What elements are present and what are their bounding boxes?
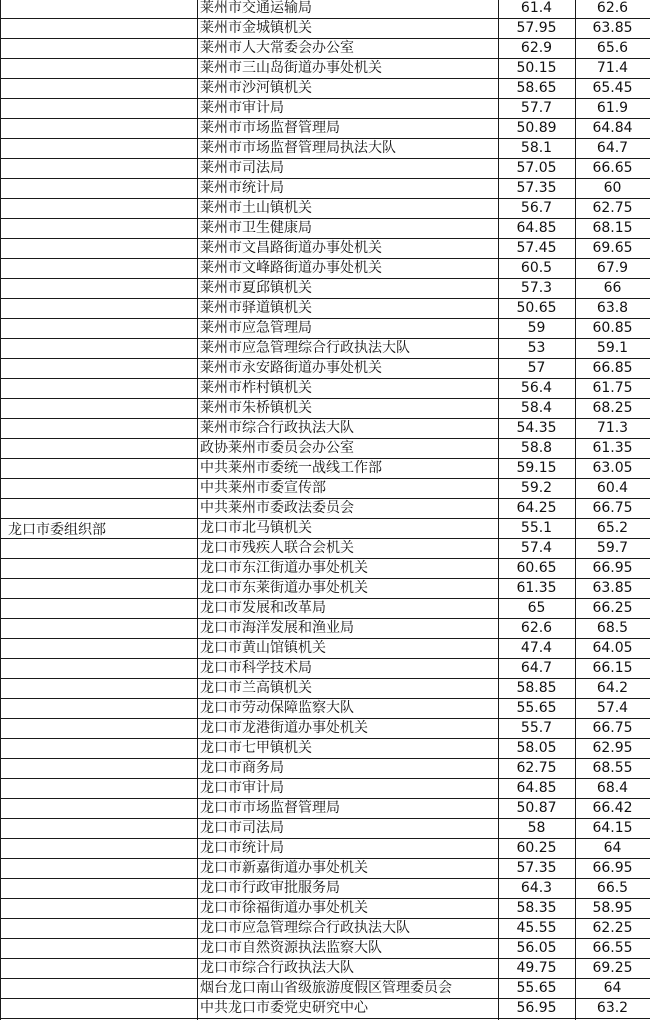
unit-name-cell[interactable]: 龙口市综合行政执法大队 [200,960,354,976]
unit-name-cell[interactable]: 龙口市龙港街道办事处机关 [200,720,368,736]
score-1-cell[interactable]: 54.35 [516,420,557,436]
group-cell-longkou[interactable]: 龙口市委组织部 [8,522,106,538]
score-1-cell[interactable]: 55.7 [520,720,553,736]
score-1-cell[interactable]: 62.75 [516,760,557,776]
table-row [0,219,650,239]
score-2-cell[interactable]: 62.6 [596,0,629,16]
score-2-cell[interactable]: 61.75 [592,380,633,396]
unit-name-cell[interactable]: 中共莱州市委宣传部 [200,480,326,496]
table-row [0,319,650,339]
score-2-cell[interactable]: 63.05 [592,460,633,476]
score-1-cell[interactable]: 57.35 [516,860,557,876]
score-1-cell[interactable]: 58.1 [520,140,553,156]
unit-name-cell[interactable]: 莱州市永安路街道办事处机关 [200,360,382,376]
unit-name-cell[interactable]: 龙口市兰高镇机关 [200,680,312,696]
score-2-cell[interactable]: 59.1 [596,340,629,356]
score-2-cell[interactable]: 60.4 [596,480,629,496]
table-row [0,0,650,19]
score-2-cell[interactable]: 65.45 [592,80,633,96]
score-2-cell[interactable]: 64.05 [592,640,633,656]
score-2-cell[interactable]: 59.7 [596,540,629,556]
table-row [0,379,650,399]
unit-name-cell[interactable]: 莱州市市场监督管理局 [200,120,340,136]
score-1-cell[interactable]: 64.85 [516,220,557,236]
unit-name-cell[interactable]: 龙口市海洋发展和渔业局 [200,620,354,636]
table-row [0,699,650,719]
table-row [0,419,650,439]
score-1-cell[interactable]: 65 [527,600,546,616]
score-1-cell[interactable]: 57.35 [516,180,557,196]
unit-name-cell[interactable]: 莱州市文峰路街道办事处机关 [200,260,382,276]
unit-name-cell[interactable]: 莱州市三山岛街道办事处机关 [200,60,382,76]
score-1-cell[interactable]: 58.8 [520,440,553,456]
table-row [0,599,650,619]
score-2-cell[interactable]: 64.7 [596,140,629,156]
table-row [0,559,650,579]
table-row [0,79,650,99]
score-1-cell[interactable]: 50.15 [516,60,557,76]
table-row [0,819,650,839]
score-1-cell[interactable]: 64.85 [516,780,557,796]
unit-name-cell[interactable]: 龙口市司法局 [200,820,284,836]
unit-name-cell[interactable]: 政协莱州市委员会办公室 [200,440,354,456]
unit-name-cell[interactable]: 中共莱州市委政法委员会 [200,500,354,516]
score-2-cell[interactable]: 66.5 [596,880,629,896]
score-2-cell[interactable]: 64.2 [596,680,629,696]
score-1-cell[interactable]: 57 [527,360,546,376]
score-1-cell[interactable]: 50.87 [516,800,557,816]
score-1-cell[interactable]: 50.65 [516,300,557,316]
unit-name-cell[interactable]: 莱州市土山镇机关 [200,200,312,216]
unit-name-cell[interactable]: 莱州市柞村镇机关 [200,380,312,396]
unit-name-cell[interactable]: 龙口市应急管理综合行政执法大队 [200,920,410,936]
unit-name-cell[interactable]: 龙口市科学技术局 [200,660,312,676]
unit-name-cell[interactable]: 龙口市北马镇机关 [200,520,312,536]
unit-name-cell[interactable]: 莱州市统计局 [200,180,284,196]
table-row [0,879,650,899]
unit-name-cell[interactable]: 中共龙口市委党史研究中心 [200,1000,368,1016]
score-2-cell[interactable]: 66.85 [592,360,633,376]
score-1-cell[interactable]: 58.05 [516,740,557,756]
unit-name-cell[interactable]: 龙口市市场监督管理局 [200,800,340,816]
score-2-cell[interactable]: 66.75 [592,720,633,736]
table-row [0,639,650,659]
unit-name-cell[interactable]: 莱州市司法局 [200,160,284,176]
unit-name-cell[interactable]: 龙口市劳动保障监察大队 [200,700,354,716]
score-1-cell[interactable]: 57.3 [520,280,553,296]
score-2-cell[interactable]: 65.2 [596,520,629,536]
table-row [0,759,650,779]
score-1-cell[interactable]: 45.55 [516,920,557,936]
score-2-cell[interactable]: 57.4 [596,700,629,716]
score-1-cell[interactable]: 62.9 [520,40,553,56]
score-2-cell[interactable]: 61.9 [596,100,629,116]
score-1-cell[interactable]: 61.35 [516,580,557,596]
score-1-cell[interactable]: 64.25 [516,500,557,516]
score-1-cell[interactable]: 58.85 [516,680,557,696]
table-row [0,339,650,359]
table-row [0,99,650,119]
unit-name-cell[interactable]: 莱州市驿道镇机关 [200,300,312,316]
table-row [0,979,650,999]
score-2-cell[interactable]: 62.75 [592,200,633,216]
unit-name-cell[interactable]: 龙口市审计局 [200,780,284,796]
score-2-cell[interactable]: 69.65 [592,240,633,256]
table-row [0,399,650,419]
table-row [0,999,650,1019]
score-2-cell[interactable]: 66.95 [592,860,633,876]
table-row [0,959,650,979]
table-row [0,199,650,219]
score-2-cell[interactable]: 68.4 [596,780,629,796]
unit-name-cell[interactable]: 龙口市行政审批服务局 [200,880,340,896]
unit-name-cell[interactable]: 龙口市商务局 [200,760,284,776]
score-2-cell[interactable]: 71.4 [596,60,629,76]
table-row [0,19,650,39]
unit-name-cell[interactable]: 中共莱州市委统一战线工作部 [200,460,382,476]
unit-name-cell[interactable]: 烟台龙口南山省级旅游度假区管理委员会 [200,980,452,996]
score-2-cell[interactable]: 60 [603,180,622,196]
score-2-cell[interactable]: 58.95 [592,900,633,916]
table-row [0,619,650,639]
score-2-cell[interactable]: 68.55 [592,760,633,776]
table-row [0,279,650,299]
score-1-cell[interactable]: 56.4 [520,380,553,396]
score-1-cell[interactable]: 56.95 [516,1000,557,1016]
score-1-cell[interactable]: 57.95 [516,20,557,36]
score-1-cell[interactable]: 61.4 [520,0,553,16]
score-2-cell[interactable]: 71.3 [596,420,629,436]
table-row [0,179,650,199]
table-row [0,859,650,879]
score-1-cell[interactable]: 64.7 [520,660,553,676]
unit-name-cell[interactable]: 龙口市黄山馆镇机关 [200,640,326,656]
unit-name-cell[interactable]: 龙口市发展和改革局 [200,600,326,616]
unit-name-cell[interactable]: 龙口市徐福街道办事处机关 [200,900,368,916]
unit-name-cell[interactable]: 莱州市朱桥镇机关 [200,400,312,416]
table-row [0,739,650,759]
score-2-cell[interactable]: 68.5 [596,620,629,636]
unit-name-cell[interactable]: 龙口市统计局 [200,840,284,856]
unit-name-cell[interactable]: 莱州市沙河镇机关 [200,80,312,96]
score-2-cell[interactable]: 66.95 [592,560,633,576]
score-2-cell[interactable]: 67.9 [596,260,629,276]
score-2-cell[interactable]: 64 [603,980,622,996]
score-1-cell[interactable]: 60.25 [516,840,557,856]
unit-name-cell[interactable]: 莱州市市场监督管理局执法大队 [200,140,396,156]
score-1-cell[interactable]: 60.5 [520,260,553,276]
table-row [0,679,650,699]
table-row [0,239,650,259]
score-2-cell[interactable]: 66.65 [592,160,633,176]
score-2-cell[interactable]: 63.8 [596,300,629,316]
score-2-cell[interactable]: 63.85 [592,580,633,596]
score-1-cell[interactable]: 64.3 [520,880,553,896]
score-2-cell[interactable]: 68.25 [592,400,633,416]
unit-name-cell[interactable]: 莱州市金城镇机关 [200,20,312,36]
table-row [0,659,650,679]
score-1-cell[interactable]: 59.2 [520,480,553,496]
score-1-cell[interactable]: 57.4 [520,540,553,556]
unit-name-cell[interactable]: 龙口市残疾人联合会机关 [200,540,354,556]
score-1-cell[interactable]: 55.65 [516,980,557,996]
score-1-cell[interactable]: 49.75 [516,960,557,976]
score-2-cell[interactable]: 60.85 [592,320,633,336]
table-row [0,259,650,279]
unit-name-cell[interactable]: 莱州市应急管理综合行政执法大队 [200,340,410,356]
unit-name-cell[interactable]: 莱州市人大常委会办公室 [200,40,354,56]
score-2-cell[interactable]: 64.84 [592,120,633,136]
score-1-cell[interactable]: 56.7 [520,200,553,216]
score-2-cell[interactable]: 66.25 [592,600,633,616]
table-row [0,299,650,319]
score-1-cell[interactable]: 58.35 [516,900,557,916]
score-1-cell[interactable]: 59 [527,320,546,336]
score-1-cell[interactable]: 47.4 [520,640,553,656]
score-2-cell[interactable]: 62.95 [592,740,633,756]
score-2-cell[interactable]: 66.55 [592,940,633,956]
table-row [0,799,650,819]
score-1-cell[interactable]: 55.65 [516,700,557,716]
table-row [0,459,650,479]
score-2-cell[interactable]: 66.75 [592,500,633,516]
table-row [0,159,650,179]
unit-name-cell[interactable]: 龙口市东莱街道办事处机关 [200,580,368,596]
score-1-cell[interactable]: 59.15 [516,460,557,476]
score-2-cell[interactable]: 64 [603,840,622,856]
score-2-cell[interactable]: 66 [603,280,622,296]
score-2-cell[interactable]: 61.35 [592,440,633,456]
score-2-cell[interactable]: 63.85 [592,20,633,36]
score-2-cell[interactable]: 64.15 [592,820,633,836]
score-2-cell[interactable]: 66.15 [592,660,633,676]
table-row [0,519,650,539]
unit-name-cell[interactable]: 莱州市夏邱镇机关 [200,280,312,296]
table-row [0,579,650,599]
score-1-cell[interactable]: 55.1 [520,520,553,536]
score-2-cell[interactable]: 65.6 [596,40,629,56]
table-row [0,39,650,59]
score-2-cell[interactable]: 63.2 [596,1000,629,1016]
table-row [0,539,650,559]
table-row [0,499,650,519]
unit-name-cell[interactable]: 龙口市东江街道办事处机关 [200,560,368,576]
score-2-cell[interactable]: 66.42 [592,800,633,816]
score-2-cell[interactable]: 62.25 [592,920,633,936]
table-row [0,479,650,499]
unit-name-cell[interactable]: 龙口市自然资源执法监察大队 [200,940,382,956]
table-row [0,779,650,799]
score-1-cell[interactable]: 58 [527,820,546,836]
table-row [0,139,650,159]
table-row [0,919,650,939]
score-1-cell[interactable]: 56.05 [516,940,557,956]
score-1-cell[interactable]: 58.4 [520,400,553,416]
score-1-cell[interactable]: 57.05 [516,160,557,176]
unit-name-cell[interactable]: 莱州市应急管理局 [200,320,312,336]
table-row [0,439,650,459]
table-row [0,939,650,959]
unit-name-cell[interactable]: 莱州市文昌路街道办事处机关 [200,240,382,256]
score-2-cell[interactable]: 68.15 [592,220,633,236]
score-2-cell[interactable]: 69.25 [592,960,633,976]
unit-name-cell[interactable]: 龙口市七甲镇机关 [200,740,312,756]
score-1-cell[interactable]: 60.65 [516,560,557,576]
table-row [0,119,650,139]
table-row [0,839,650,859]
score-1-cell[interactable]: 58.65 [516,80,557,96]
score-1-cell[interactable]: 57.7 [520,100,553,116]
unit-name-cell[interactable]: 莱州市审计局 [200,100,284,116]
table-row [0,359,650,379]
table-row [0,899,650,919]
score-1-cell[interactable]: 62.6 [520,620,553,636]
unit-name-cell[interactable]: 龙口市新嘉街道办事处机关 [200,860,368,876]
score-1-cell[interactable]: 50.89 [516,120,557,136]
unit-name-cell[interactable]: 莱州市卫生健康局 [200,220,312,236]
score-1-cell[interactable]: 57.45 [516,240,557,256]
table-row [0,719,650,739]
table-row [0,59,650,79]
unit-name-cell[interactable]: 莱州市综合行政执法大队 [200,420,354,436]
unit-name-cell[interactable]: 莱州市交通运输局 [200,0,312,16]
score-1-cell[interactable]: 53 [527,340,546,356]
